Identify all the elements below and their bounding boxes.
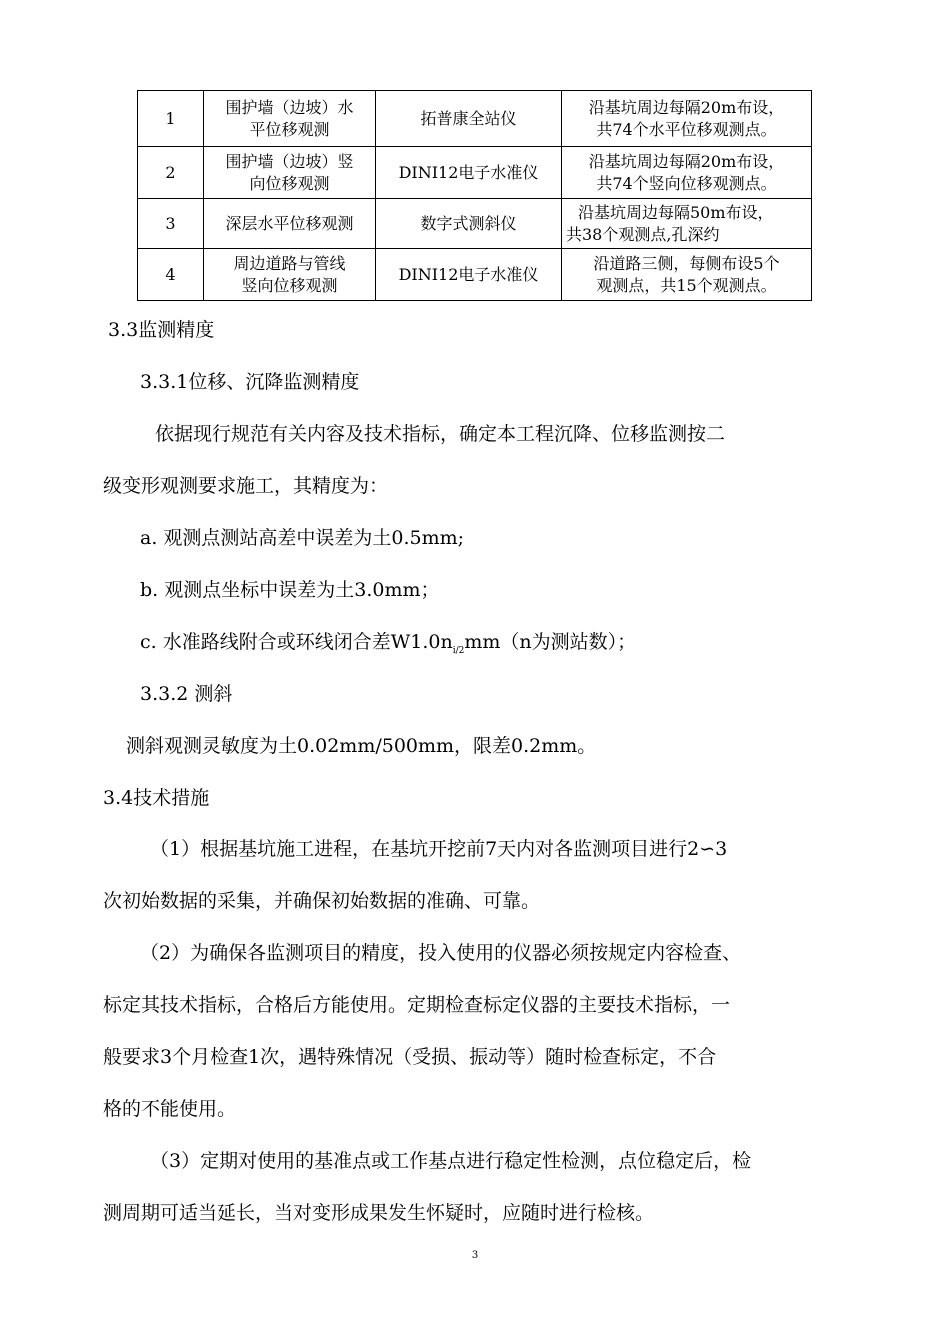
monitoring-items-table <box>137 90 812 301</box>
instrument: 数字式测斜仪 <box>376 199 562 249</box>
row-number: 3 <box>138 199 204 249</box>
row-number: 4 <box>138 249 204 301</box>
paragraph-line: 依据现行规范有关内容及技术指标，确定本工程沉降、位移监测按二 <box>155 423 726 445</box>
list-item-a: a. 观测点测站高差中误差为土0.5mm; <box>140 527 465 549</box>
monitoring-item: 周边道路与管线 竖向位移观测 <box>204 249 376 301</box>
instrument: 拓普康全站仪 <box>376 91 562 147</box>
paragraph-line: 级变形观测要求施工，其精度为： <box>103 475 389 497</box>
instrument: DINI12电子水准仪 <box>376 249 562 301</box>
table-row <box>138 147 812 199</box>
row-number: 2 <box>138 147 204 199</box>
monitoring-item: 深层水平位移观测 <box>204 199 376 249</box>
paragraph-line: 次初始数据的采集，并确保初始数据的准确、可靠。 <box>103 890 541 912</box>
point-layout: 沿基坑周边每隔50m布设， 共38个观测点,孔深约 <box>562 199 812 249</box>
section-heading-3-4: 3.4技术措施 <box>103 787 210 809</box>
list-item-c: c. 水准路线附合或环线闭合差$W1.0n_{i/2}mm(n$为测站数）； <box>140 631 637 656</box>
instrument: DINI12电子水准仪 <box>376 147 562 199</box>
paragraph-line: 测斜观测灵敏度为土0.02mm/500mm，限差0.2mm。 <box>126 735 597 757</box>
paragraph-line: （2）为确保各监测项目的精度，投入使用的仪器必须按规定内容检查、 <box>140 942 742 964</box>
paragraph-line: 测周期可适当延长，当对变形成果发生怀疑时，应随时进行检核。 <box>103 1202 655 1224</box>
list-item-b: b. 观测点坐标中误差为土3.0mm； <box>140 579 440 601</box>
paragraph-line: （1）根据基坑施工进程，在基坑开挖前7天内对各监测项目进行2∽3 <box>150 838 728 860</box>
subsection-heading-3-3-1: 3.3.1位移、沉降监测精度 <box>140 371 360 393</box>
row-number: 1 <box>138 91 204 147</box>
page-number: 3 <box>471 1250 479 1261</box>
table-row <box>138 91 812 147</box>
table-row <box>138 199 812 249</box>
monitoring-item: 围护墙（边坡）水 平位移观测 <box>204 91 376 147</box>
point-layout: 沿基坑周边每隔20m布设， 共74个竖向位移观测点。 <box>562 147 812 199</box>
point-layout: 沿道路三侧，每侧布设5个 观测点，共15个观测点。 <box>562 249 812 301</box>
paragraph-line: 格的不能使用。 <box>103 1098 237 1120</box>
paragraph-line: 标定其技术指标，合格后方能使用。定期检查标定仪器的主要技术指标，一 <box>103 994 731 1016</box>
point-layout: 沿基坑周边每隔20m布设， 共74个水平位移观测点。 <box>562 91 812 147</box>
table-row <box>138 249 812 301</box>
paragraph-line: （3）定期对使用的基准点或工作基点进行稳定性检测，点位稳定后，检 <box>150 1150 752 1172</box>
subsection-heading-3-3-2: 3.3.2 测斜 <box>140 683 233 705</box>
section-heading-3-3: 3.3监测精度 <box>108 319 215 341</box>
monitoring-item: 围护墙（边坡）竖 向位移观测 <box>204 147 376 199</box>
paragraph-line: 般要求3个月检查1次，遇特殊情况（受损、振动等）随时检查标定，不合 <box>103 1046 717 1068</box>
